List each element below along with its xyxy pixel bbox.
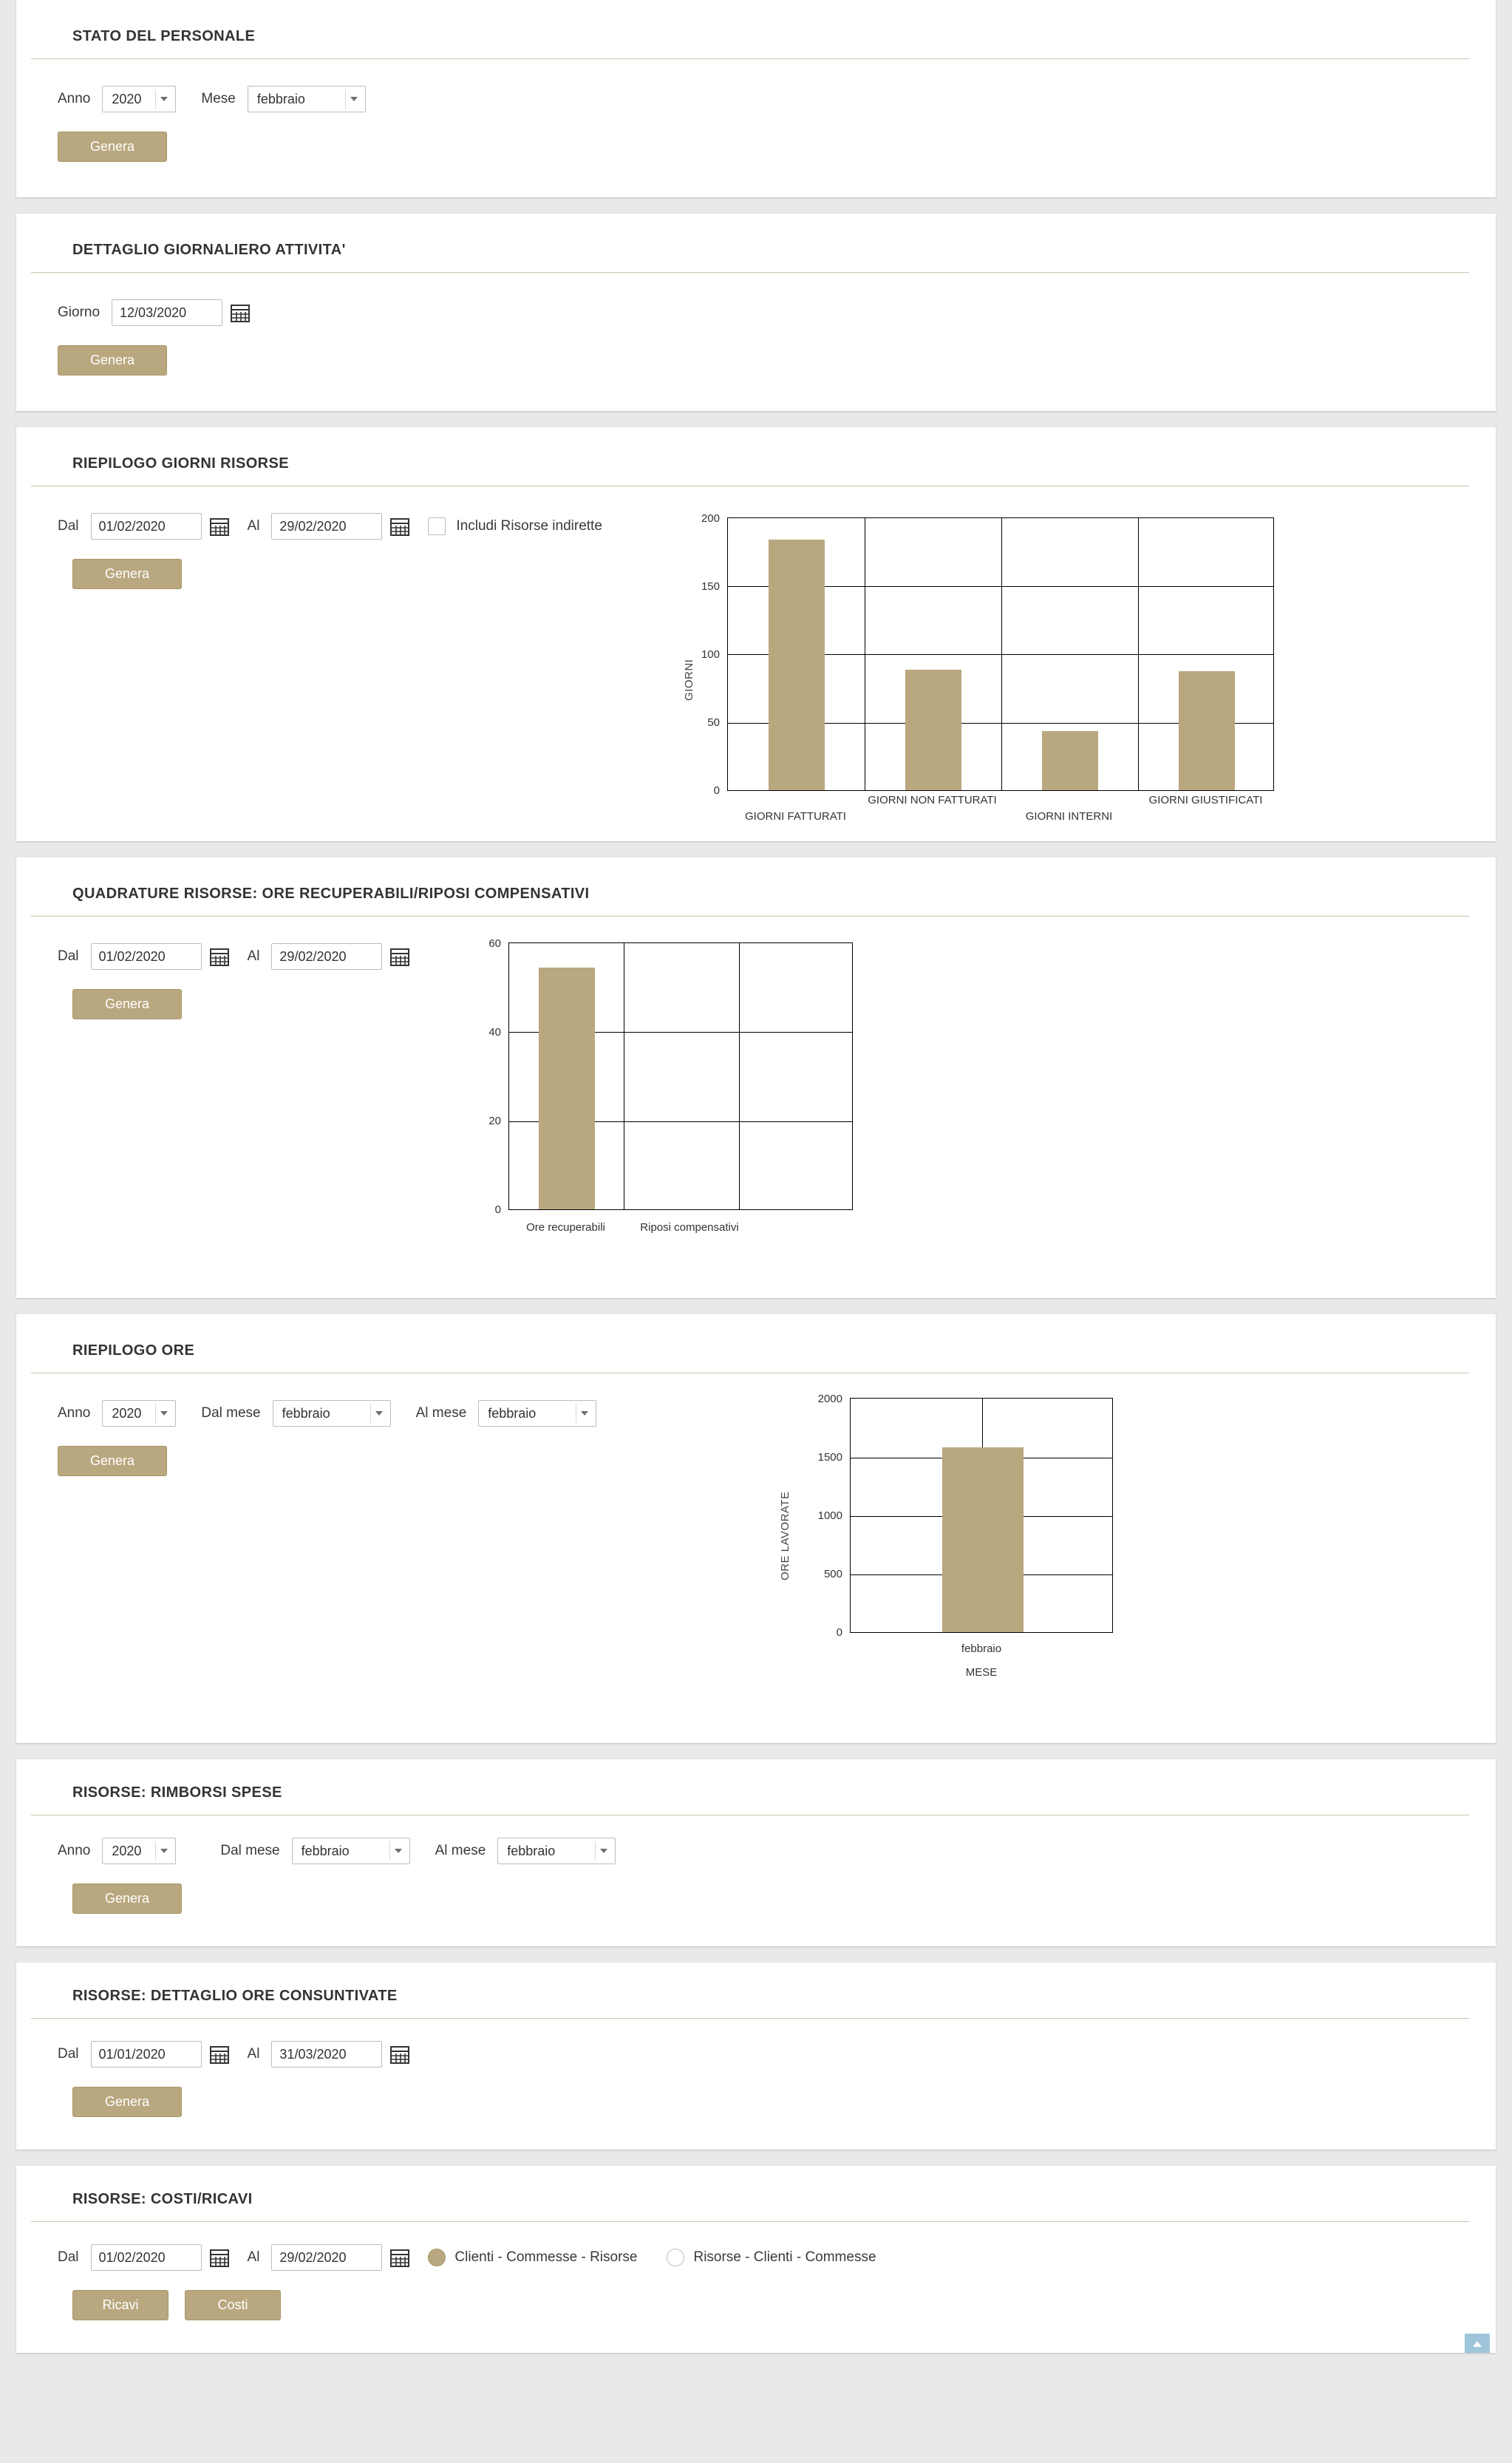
chart1-plot-area (727, 517, 1274, 791)
chevron-down-icon (600, 1849, 607, 1853)
chart1-xtick: GIORNI FATTURATI (745, 810, 846, 823)
panel-rimborsi-spese (16, 1759, 1496, 1946)
anno-select[interactable] (102, 1400, 176, 1427)
genera-button-riepilogo-giorni[interactable]: Genera (72, 559, 182, 589)
chart1-ytick: 200 (701, 512, 720, 525)
panel-title-dettaglio-giornaliero: DETTAGLIO GIORNALIERO ATTIVITA' (31, 214, 1469, 273)
al-date-input[interactable]: 29/02/2020 (271, 2244, 382, 2271)
calendar-icon[interactable] (389, 2247, 410, 2268)
radio-clienti-commesse-risorse-label: Clienti - Commesse - Risorse (454, 2249, 638, 2265)
chevron-down-icon (375, 1411, 383, 1416)
anno-select[interactable] (102, 1838, 176, 1864)
panel-riepilogo-ore (16, 1314, 1496, 1743)
select-divider (370, 1404, 371, 1423)
chart1-ytick: 150 (701, 580, 720, 593)
panel-title-riepilogo-giorni: RIEPILOGO GIORNI RISORSE (31, 427, 1469, 486)
mese-select-value: febbraio (256, 91, 305, 106)
chart1-xtick: GIORNI INTERNI (1025, 810, 1113, 823)
chart1-xtick: GIORNI NON FATTURATI (868, 794, 997, 806)
panel-title-dettaglio-ore: RISORSE: DETTAGLIO ORE CONSUNTIVATE (31, 1963, 1469, 2019)
panel-title-rimborsi-spese: RISORSE: RIMBORSI SPESE (31, 1759, 1469, 1815)
calendar-icon[interactable] (389, 516, 410, 537)
rimborsi-filters (43, 1838, 1454, 1864)
al-mese-select[interactable] (497, 1838, 616, 1864)
dal-label: Dal (58, 948, 79, 964)
al-label: Al (247, 2046, 260, 2062)
al-date-input[interactable]: 29/02/2020 (271, 943, 382, 970)
riepilogo-ore-chart (763, 1366, 1176, 1721)
al-mese-label: Al mese (415, 1405, 467, 1421)
radio-risorse-clienti-commesse-label: Risorse - Clienti - Commesse (693, 2249, 876, 2265)
anno-select[interactable] (102, 86, 176, 112)
anno-select-value: 2020 (112, 91, 142, 106)
al-mese-select-value: febbraio (488, 1405, 537, 1421)
calendar-icon[interactable] (209, 946, 230, 967)
chevron-down-icon (160, 97, 168, 101)
calendar-icon[interactable] (389, 2044, 410, 2065)
dal-date-input[interactable]: 01/02/2020 (91, 513, 202, 540)
calendar-icon[interactable] (389, 946, 410, 967)
chart3-ylabel: ORE LAVORATE (779, 1491, 791, 1580)
anno-select-value: 2020 (112, 1843, 142, 1858)
dal-date-input[interactable]: 01/02/2020 (91, 2244, 202, 2271)
dettaglio-ore-filters (43, 2041, 1454, 2068)
mese-label: Mese (201, 91, 236, 106)
chart3-ytick: 0 (836, 1626, 842, 1639)
chart1-ytick: 100 (701, 648, 720, 661)
dal-mese-select-value: febbraio (282, 1405, 330, 1421)
dal-mese-select-value: febbraio (301, 1843, 350, 1858)
genera-button-rimborsi[interactable]: Genera (72, 1883, 182, 1914)
riepilogo-ore-filters (43, 1400, 1454, 1427)
panel-title-quadrature: QUADRATURE RISORSE: ORE RECUPERABILI/RIPOSI COMPENSATIVI (31, 857, 1469, 917)
bar-giorni-non-fatturati (905, 670, 961, 790)
chart2-ytick: 0 (494, 1203, 501, 1216)
panel-costi-ricavi (16, 2166, 1496, 2353)
select-divider (389, 1841, 390, 1861)
select-divider (155, 1404, 156, 1423)
chart2-xtick: Riposi compensativi (640, 1221, 739, 1234)
al-mese-label: Al mese (435, 1843, 486, 1858)
bar-giorni-giustificati (1179, 671, 1235, 790)
chart2-ytick: 20 (488, 1115, 501, 1127)
select-divider (155, 1841, 156, 1861)
chart2-xtick: Ore recuperabili (526, 1221, 605, 1234)
panel-quadrature (16, 857, 1496, 1298)
giorno-label: Giorno (58, 305, 101, 320)
chart3-ytick: 1000 (817, 1509, 842, 1522)
dal-mese-label: Dal mese (201, 1405, 261, 1421)
al-mese-select[interactable] (478, 1400, 596, 1427)
dal-mese-select[interactable] (292, 1838, 410, 1864)
panel-dettaglio-ore (16, 1963, 1496, 2150)
anno-label: Anno (58, 91, 91, 106)
al-mese-select-value: febbraio (507, 1843, 556, 1858)
scroll-to-top-button[interactable] (1465, 2334, 1490, 2353)
ricavi-button[interactable]: Ricavi (72, 2290, 168, 2320)
chart1-ytick: 50 (707, 716, 720, 729)
panel-riepilogo-giorni (16, 427, 1496, 841)
chevron-down-icon (350, 97, 358, 101)
dal-label: Dal (58, 2249, 79, 2265)
panel-stato-personale (16, 0, 1496, 197)
bar-giorni-fatturati (769, 540, 825, 790)
chart2-ytick: 40 (488, 1026, 501, 1039)
costi-ricavi-actions (43, 2290, 1454, 2320)
select-divider (345, 89, 346, 109)
chevron-down-icon (395, 1849, 402, 1853)
dal-label: Dal (58, 518, 79, 534)
chart1-ytick: 0 (713, 784, 720, 797)
chart3-plot-area (850, 1398, 1113, 1633)
mese-select[interactable] (248, 86, 366, 112)
includi-risorse-indirette-label: Includi Risorse indirette (456, 518, 602, 534)
genera-button-stato-personale[interactable]: Genera (58, 132, 167, 162)
dal-mese-label: Dal mese (220, 1843, 280, 1858)
gridline (1138, 518, 1139, 790)
calendar-icon[interactable] (209, 2247, 230, 2268)
chart3-ytick: 1500 (817, 1451, 842, 1464)
dettaglio-giornaliero-filters (43, 299, 1454, 326)
anno-label: Anno (58, 1405, 91, 1421)
al-label: Al (247, 518, 260, 534)
bar-giorni-interni (1042, 731, 1098, 790)
chevron-down-icon (160, 1411, 168, 1416)
panel-dettaglio-giornaliero (16, 214, 1496, 411)
dal-date-input[interactable]: 01/02/2020 (91, 943, 202, 970)
al-label: Al (247, 948, 260, 964)
panel-title-stato-personale: STATO DEL PERSONALE (31, 0, 1469, 59)
bar-febbraio (942, 1447, 1024, 1632)
giorni-risorse-chart (667, 486, 1376, 823)
genera-button-dettaglio-giornaliero[interactable]: Genera (58, 345, 167, 376)
costi-ricavi-filters (43, 2244, 1454, 2271)
dal-label: Dal (58, 2046, 79, 2062)
chart3-xtick: febbraio (961, 1642, 1002, 1655)
gridline (739, 943, 740, 1209)
al-date-input[interactable]: 29/02/2020 (271, 513, 382, 540)
al-label: Al (247, 2249, 260, 2265)
chart1-xtick: GIORNI GIUSTIFICATI (1148, 794, 1263, 806)
stato-personale-filters (43, 86, 1454, 112)
genera-button-riepilogo-ore[interactable]: Genera (58, 1446, 167, 1476)
calendar-icon[interactable] (209, 516, 230, 537)
chart3-xlabel: MESE (965, 1666, 998, 1679)
chart2-ytick: 60 (488, 937, 501, 950)
bar-ore-recuperabili (539, 968, 595, 1209)
anno-label: Anno (58, 1843, 91, 1858)
radio-risorse-clienti-commesse[interactable] (667, 2249, 684, 2266)
chevron-down-icon (160, 1849, 168, 1853)
chart3-ytick: 500 (823, 1568, 842, 1580)
panel-title-costi-ricavi: RISORSE: COSTI/RICAVI (31, 2166, 1469, 2222)
select-divider (155, 89, 156, 109)
costi-button[interactable]: Costi (185, 2290, 281, 2320)
chart3-ytick: 2000 (817, 1393, 842, 1405)
genera-button-dettaglio-ore[interactable]: Genera (72, 2087, 182, 2117)
chart2-plot-area (508, 942, 853, 1210)
includi-risorse-indirette-checkbox[interactable] (428, 517, 446, 535)
calendar-icon[interactable] (209, 2044, 230, 2065)
chevron-down-icon (581, 1411, 588, 1416)
gridline (1001, 518, 1002, 790)
dal-mese-select[interactable] (273, 1400, 391, 1427)
al-date-input[interactable]: 31/03/2020 (271, 2041, 382, 2068)
panel-title-riepilogo-ore: RIEPILOGO ORE (31, 1314, 1469, 1373)
quadrature-chart (460, 909, 918, 1234)
dal-date-input[interactable]: 01/01/2020 (91, 2041, 202, 2068)
chart1-ylabel: GIORNI (683, 659, 695, 701)
genera-button-quadrature[interactable]: Genera (72, 989, 182, 1019)
giorno-date-input[interactable]: 12/03/2020 (112, 299, 222, 326)
anno-select-value: 2020 (112, 1405, 142, 1421)
select-divider (595, 1841, 596, 1861)
radio-clienti-commesse-risorse[interactable] (428, 2249, 446, 2266)
calendar-icon[interactable] (230, 302, 251, 323)
